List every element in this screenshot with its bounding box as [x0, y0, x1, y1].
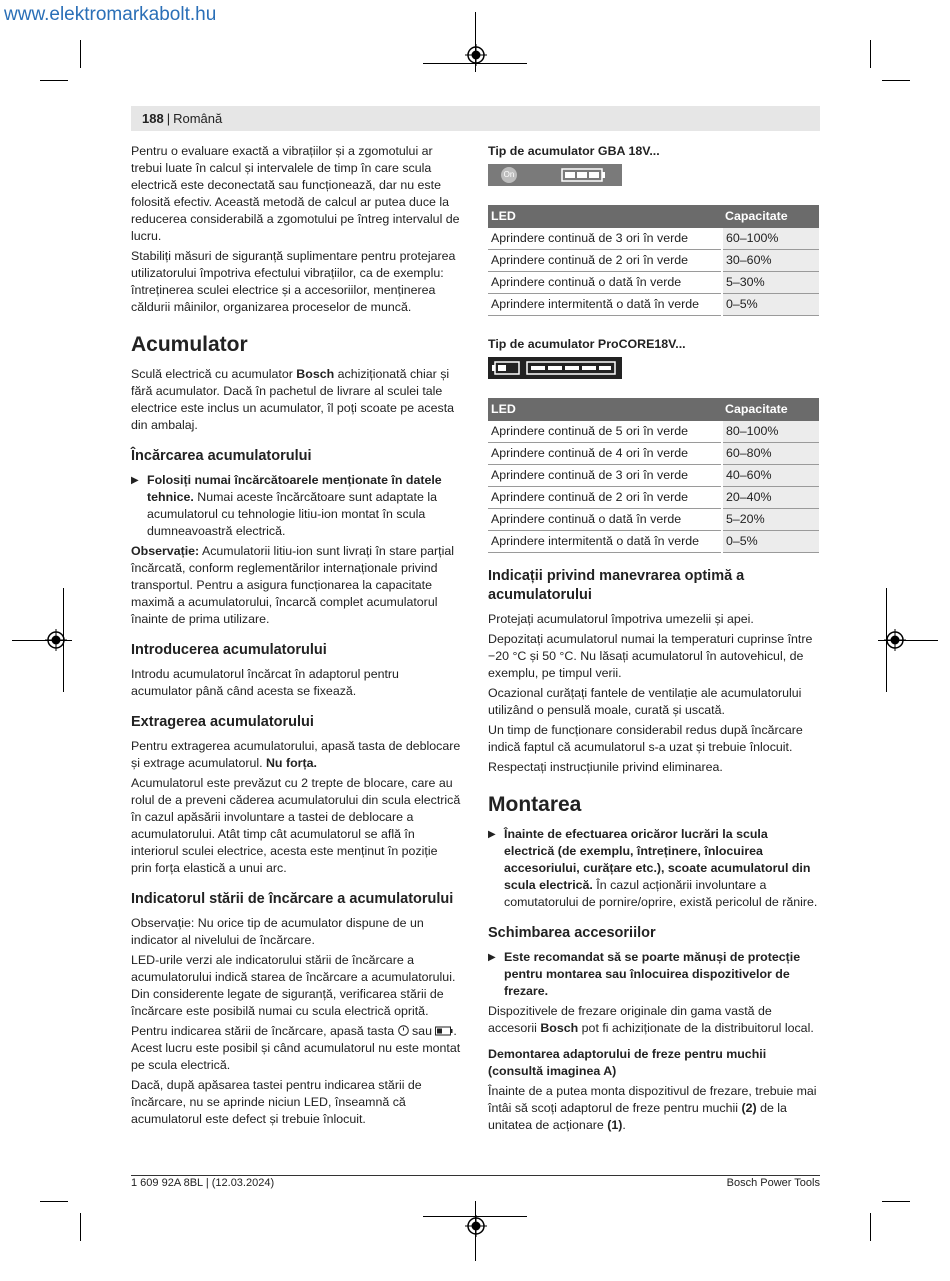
paragraph: Acumulatorul este prevăzut cu 2 trepte de blocare, care au rolul de a preveni căderea acumulatorului din scula electrică în cazul apăsării involuntare a tastei de deblocare a acumulatorului. Atât timp cât acumulatorul se află în interiorul sculei electrice, acesta este menținut în poziție prin forța elastică a unui arc.	[131, 776, 461, 875]
capacity-cell: 40–60%	[722, 465, 819, 487]
registration-mark-icon	[465, 44, 487, 66]
table-row	[488, 294, 819, 316]
led-cell: Aprindere intermitentă o dată în verde	[488, 294, 722, 316]
warning-bullet: ▶ Înainte de efectuarea oricăror lucrări la scula electrică (de exemplu, întreținere, înlocuirea accesoriului, curățare etc.), scoate acumulatorul din scula electrică. În cazul acționării involuntare a comutatorului de pornire/oprire, există pericolul de rănire.	[488, 827, 818, 909]
paragraph: Pentru o evaluare exactă a vibrațiilor și a zgomotului ar trebui luate în calcul și intervalele de timp în care scula electrică este deconectată sau funcționează, dar nu este folosită efectiv. Această metodă de calcul ar putea duce la reducerea considerabilă a zgomotului pe întreg intervalul de lucru.	[131, 144, 460, 243]
column-header-led: LED	[488, 205, 722, 228]
warning-bullet: ▶ Este recomandat să se poarte mănuși de protecție pentru montarea sau înlocuirea dispozitivelor de frezare.	[488, 950, 801, 998]
bullet-arrow-icon: ▶	[488, 829, 496, 840]
subheading-charging: Încărcarea acumulatorului	[131, 448, 312, 464]
subheading-indicator: Indicatorul stării de încărcare a acumulatorului	[131, 891, 454, 907]
paragraph: LED-urile verzi ale indicatorului stării de încărcare a acumulatorului indică starea de încărcare a acumulatorului. Din considerente legate de siguranță, verificarea stării de încărcare este posibilă numai cu scula electrică oprită.	[131, 953, 456, 1018]
paragraph: Un timp de funcționare considerabil redus după încărcare indică faptul că acumulatorul s-a uzat și trebuie înlocuit.	[488, 723, 803, 754]
crop-mark	[80, 1213, 81, 1241]
header-separator: |	[166, 111, 171, 126]
registration-mark-icon	[465, 1215, 487, 1237]
column-header-capacity: Capacitate	[722, 205, 819, 228]
column-header-capacity: Capacitate	[722, 398, 819, 421]
crop-mark	[40, 80, 68, 81]
crop-mark	[870, 1213, 871, 1241]
table-row	[488, 228, 819, 250]
gba-capacity-table	[488, 205, 819, 316]
table-row	[488, 487, 819, 509]
paragraph: Înainte de a putea monta dispozitivul de frezare, trebuie mai întâi să scoți adaptorul de freze pentru muchii (2) de la unitatea de acționare (1).	[488, 1084, 817, 1132]
capacity-cell: 20–40%	[722, 487, 819, 509]
warning-bullet: ▶ Folosiți numai încărcătoarele menționate în datele tehnice. Numai aceste încărcătoare sunt adaptate la acumulatorul cu tehnologie litiu-ion montat în scula dumneavoastră electrică.	[131, 473, 442, 538]
crop-mark	[882, 1201, 910, 1202]
capacity-cell: 5–20%	[722, 509, 819, 531]
paragraph: Observație: Nu orice tip de acumulator dispune de un indicator al nivelului de încărcare.	[131, 916, 424, 947]
bullet-arrow-icon: ▶	[488, 952, 496, 963]
table-row	[488, 465, 819, 487]
procore-title: Tip de acumulator ProCORE18V...	[488, 337, 686, 351]
battery-level-icon	[492, 360, 618, 376]
crop-mark	[80, 40, 81, 68]
procore-battery-indicator-image	[488, 357, 622, 379]
right-column	[488, 143, 820, 1137]
paragraph: Dacă, după apăsarea tastei pentru indicarea stării de încărcare, nu se aprinde niciun LED, înseamnă că acumulatorul este defect și trebuie înlocuit.	[131, 1078, 422, 1126]
subheading-demount: Demontarea adaptorului de freze pentru muchii (consultă imaginea A)	[488, 1047, 767, 1078]
paragraph: Pentru extragerea acumulatorului, apasă tasta de deblocare și extrage acumulatorul. Nu forța.	[131, 739, 461, 770]
crop-mark	[870, 40, 871, 68]
paragraph: Introdu acumulatorul încărcat în adaptorul pentru acumulator până când acesta se fixează.	[131, 667, 399, 698]
capacity-cell: 0–5%	[722, 294, 819, 316]
column-header-led: LED	[488, 398, 722, 421]
led-cell: Aprindere continuă de 5 ori în verde	[488, 421, 722, 443]
paragraph: Stabiliți măsuri de siguranță suplimentare pentru protejarea utilizatorului împotriva efectului vibrațiilor, ca de exemplu: întreținerea sculei electrice și a accesoriilor, menținerea căldurii mâinilor, organizarea proceselor de muncă.	[131, 249, 456, 314]
paragraph: Respectați instrucțiunile privind eliminarea.	[488, 760, 723, 774]
paragraph: Sculă electrică cu acumulator Bosch achiziționată chiar și fără acumulator. Dacă în pachetul de livrare al sculei tale electrice este inclus un acumulator, îl poți scoate pe acesta din ambalaj.	[131, 367, 455, 432]
led-cell: Aprindere continuă de 2 ori în verde	[488, 487, 722, 509]
on-button-icon: On	[501, 167, 517, 183]
led-cell: Aprindere continuă de 3 ori în verde	[488, 228, 722, 250]
subheading-change-accessories: Schimbarea accesoriilor	[488, 925, 656, 941]
capacity-cell: 5–30%	[722, 272, 819, 294]
gba-title: Tip de acumulator GBA 18V...	[488, 144, 660, 158]
footer-doc-id: 1 609 92A 8BL | (12.03.2024)	[131, 1177, 275, 1189]
led-cell: Aprindere continuă de 3 ori în verde	[488, 465, 722, 487]
paragraph: Dispozitivele de frezare originale din gama vastă de accesorii Bosch pot fi achiziționate de la distribuitorul local.	[488, 1004, 814, 1035]
procore-capacity-table	[488, 398, 819, 553]
table-row	[488, 509, 819, 531]
header-language: Română	[173, 111, 223, 126]
section-heading-acumulator: Acumulator	[131, 333, 248, 356]
footer-brand: Bosch Power Tools	[726, 1177, 820, 1189]
paragraph: Protejați acumulatorul împotriva umezelii și apei.	[488, 612, 754, 626]
watermark: www.elektromarkabolt.hu	[4, 4, 217, 25]
footer-divider	[131, 1175, 820, 1176]
table-row	[488, 250, 819, 272]
gba-battery-indicator-image	[488, 164, 622, 186]
led-cell: Aprindere continuă de 2 ori în verde	[488, 250, 722, 272]
capacity-cell: 30–60%	[722, 250, 819, 272]
paragraph: Pentru indicarea stării de încărcare, apasă tasta sau . Acest lucru este posibil și când acumulatorul nu este montat pe scula electrică.	[131, 1024, 461, 1072]
subheading-handling: Indicații privind manevrarea optimă a acumulatorului	[488, 568, 745, 603]
crop-mark	[40, 1201, 68, 1202]
page-number: 188	[142, 111, 164, 126]
power-button-icon	[398, 1025, 409, 1036]
led-cell: Aprindere intermitentă o dată în verde	[488, 531, 722, 553]
capacity-cell: 80–100%	[722, 421, 819, 443]
capacity-cell: 0–5%	[722, 531, 819, 553]
table-row	[488, 443, 819, 465]
led-cell: Aprindere continuă de 4 ori în verde	[488, 443, 722, 465]
paragraph: Ocazional curățați fantele de ventilație ale acumulatorului utilizând o pensulă moale, curată și uscată.	[488, 686, 802, 717]
crop-mark	[882, 80, 910, 81]
subheading-extract: Extragerea acumulatorului	[131, 714, 314, 730]
left-column	[131, 143, 461, 1131]
paragraph: Observație: Acumulatorii litiu-ion sunt livrați în stare parțial încărcată, conform reglementărilor internaționale privind transportul. Pentru a asigura funcționarea la capacitate maximă a acumulatorului, încarcă complet acumulatorul înainte de prima utilizare.	[131, 544, 454, 626]
page-header	[131, 106, 820, 131]
capacity-cell: 60–80%	[722, 443, 819, 465]
bullet-arrow-icon: ▶	[131, 475, 139, 486]
table-row	[488, 272, 819, 294]
subheading-insert: Introducerea acumulatorului	[131, 642, 327, 658]
battery-level-icon	[561, 168, 607, 182]
led-cell: Aprindere continuă o dată în verde	[488, 509, 722, 531]
section-heading-montarea: Montarea	[488, 793, 582, 816]
table-row	[488, 531, 819, 553]
capacity-cell: 60–100%	[722, 228, 819, 250]
registration-mark-icon	[45, 629, 67, 651]
table-header-row	[488, 398, 819, 421]
table-row	[488, 421, 819, 443]
battery-icon	[435, 1026, 453, 1036]
table-header-row	[488, 205, 819, 228]
led-cell: Aprindere continuă o dată în verde	[488, 272, 722, 294]
paragraph: Depozitați acumulatorul numai la temperaturi cuprinse între −20 °C și 50 °C. Nu lăsați acumulatorul în autovehicul, de exemplu, pe timpul verii.	[488, 632, 813, 680]
registration-mark-icon	[884, 629, 906, 651]
